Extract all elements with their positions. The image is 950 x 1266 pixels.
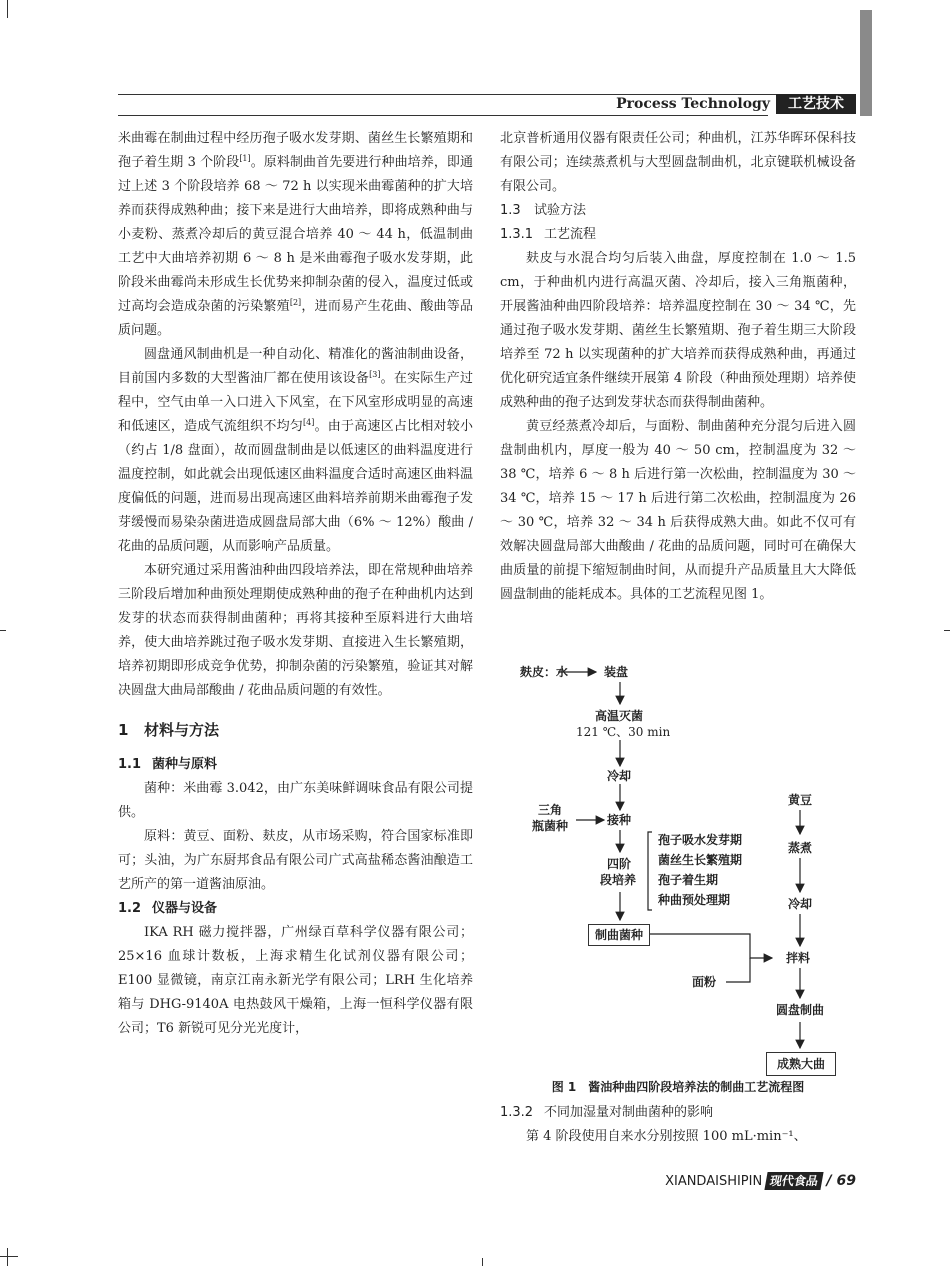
node-four-stage-2: 段培养	[600, 873, 637, 887]
node-flask-label-1: 三角	[538, 803, 563, 817]
paragraph: 本研究通过采用酱油种曲四段培养法，即在常规种曲培养三阶段后增加种曲预处理期使成熟种曲的孢子在种曲机内达到发芽的状态而获得制曲菌种；再将其接种至原料进行大曲培养，使大曲培养跳过孢子吸水发芽期、直接进入生长繁殖期，培养初期即形成竞争优势，抑制杂菌的污染繁殖，验证其对解决圆盘大曲局部酸曲 / 花曲品质问题的有效性。	[118, 563, 473, 698]
node-load-tray: 装盘	[604, 665, 629, 679]
subsection-heading: 1.3 试验方法	[500, 203, 587, 218]
node-steam: 蒸煮	[788, 841, 813, 855]
page-footer	[600, 1172, 856, 1190]
node-four-stage-1: 四阶	[607, 857, 632, 871]
node-cool: 冷却	[607, 769, 632, 783]
paragraph: IKA RH 磁力搅拌器，广州绿百草科学仪器有限公司；25×16 血球计数板，上海求精生化试剂仪器有限公司；E100 显微镜，南京江南永新光学有限公司；LRH 生化培养箱与 DHG-9140A 电热鼓风干燥箱，上海一恒科学仪器有限公司；T6 新锐可见分光光度计，	[118, 925, 473, 1036]
node-flask-label-2: 瓶菌种	[532, 819, 569, 833]
subsubsection-heading: 1.3.2 不同加湿量对制曲菌种的影响	[500, 1105, 714, 1120]
node-inoculate: 接种	[607, 813, 632, 827]
crop-mark	[0, 1256, 18, 1257]
header-rule	[118, 94, 856, 95]
paragraph: 圆盘通风制曲机是一种自动化、精准化的酱油制曲设备，目前国内多数的大型酱油厂都在使用该设备[3]。在实际生产过程中，空气由单一入口进入下风室，在下风室形成明显的高速和低速区，造成气流组织不均匀[4]。由于高速区占比相对较小（约占 1/8 盘面），故而圆盘制曲是以低速区的曲料温度进行温度控制，如此就会出现低速区曲料温度合适时高速区曲料温度偏低的问题，进而易出现高速区曲料培养前期米曲霉孢子发芽缓慢而易染杂菌进造成圆盘局部大曲（6% ～ 12%）酸曲 / 花曲的品质问题，从而影响产品质量。	[118, 347, 473, 554]
header-rule-bottom	[118, 115, 768, 116]
right-column	[500, 127, 856, 607]
node-flour: 面粉	[692, 975, 717, 989]
crop-mark	[0, 1248, 8, 1266]
node-cool-2: 冷却	[788, 897, 813, 911]
paragraph: 黄豆经蒸煮冷却后，与面粉、制曲菌种充分混匀后进入圆盘制曲机内，厚度一般为 40 ～ 50 cm，控制温度为 32 ～ 38 ℃，培养 6 ～ 8 h 后进行第一次松曲，控制温度为 30 ～ 34 ℃，培养 15 ～ 17 h 后进行第二次松曲，控制温度为 26 ～ 30 ℃，培养 32 ～ 34 h 后获得成熟大曲。如此不仅可有效解决圆盘局部大曲酸曲 / 花曲的品质问题，同时可在确保大曲质量的前提下缩短制曲时间，从而提升产品质量且大大降低圆盘制曲的能耗成本。具体的工艺流程见图 1。	[500, 419, 856, 602]
right-column-continued	[500, 1101, 856, 1149]
crop-mark	[0, 630, 6, 631]
phase-item: 孢子吸水发芽期	[658, 833, 743, 847]
page-number: / 69	[826, 1173, 856, 1189]
phase-item: 菌丝生长繁殖期	[658, 853, 743, 867]
subsection-heading: 1.1 菌种与原料	[118, 757, 218, 772]
phase-item: 种曲预处理期	[658, 893, 731, 907]
node-sterilize: 高温灭菌	[595, 709, 644, 723]
crop-mark	[482, 1258, 483, 1266]
phase-bracket	[648, 832, 652, 910]
figure-caption: 图 1 酱油种曲四阶段培养法的制曲工艺流程图	[551, 1080, 805, 1094]
paragraph: 北京普析通用仪器有限责任公司；种曲机，江苏华晖环保科技有限公司；连续蒸煮机与大型圆盘制曲机，北京键联机械设备有限公司。	[500, 131, 856, 194]
subsection-heading: 1.2 仪器与设备	[118, 901, 218, 916]
header-section-chinese: 工艺技术	[776, 94, 856, 114]
section-heading: 1 材料与方法	[118, 721, 220, 739]
node-disc-koji: 圆盘制曲	[776, 1003, 825, 1017]
header-section-english: Process Technology	[616, 96, 770, 112]
subsubsection-heading: 1.3.1 工艺流程	[500, 227, 597, 242]
journal-name-english: XIANDAISHIPIN	[665, 1174, 763, 1189]
crop-mark	[0, 0, 8, 18]
left-column	[118, 127, 473, 1041]
node-mature-koji: 成熟大曲	[766, 1052, 836, 1076]
connector	[726, 958, 750, 982]
paragraph: 菌种：米曲霉 3.042，由广东美味鲜调味食品有限公司提供。	[118, 781, 473, 820]
crop-mark	[944, 630, 950, 631]
node-bran-water: 麸皮：水	[520, 665, 569, 679]
node-soybean: 黄豆	[788, 793, 813, 807]
paragraph: 原料：黄豆、面粉、麸皮，从市场采购，符合国家标准即可；头油，为广东厨邦食品有限公司广式高盐稀态酱油酿造工艺所产的第一道酱油原油。	[118, 829, 473, 892]
journal-logo: 现代食品	[765, 1172, 824, 1190]
process-flowchart	[500, 662, 856, 1082]
arrow	[650, 934, 772, 958]
node-mix: 拌料	[786, 951, 811, 965]
node-sterilize-conditions: 121 ℃、30 min	[576, 725, 671, 739]
paragraph: 第 4 阶段使用自来水分别按照 100 mL·min⁻¹、	[526, 1129, 807, 1144]
paragraph: 米曲霉在制曲过程中经历孢子吸水发芽期、菌丝生长繁殖期和孢子着生期 3 个阶段[1]。原料制曲首先要进行种曲培养，即通过上述 3 个阶段培养 68 ～ 72 h 以实现米曲霉菌种的扩大培养而获得成熟种曲；接下来是进行大曲培养，即将成熟种曲与小麦粉、蒸煮冷却后的黄豆混合培养 40 ～ 44 h，低温制曲工艺中大曲培养初期 6 ～ 8 h 是米曲霉孢子吸水发芽期，此阶段米曲霉尚未形成生长优势来抑制杂菌的侵入，温度过低或过高均会造成杂菌的污染繁殖[2]，进而易产生花曲、酸曲等品质问题。	[118, 131, 473, 338]
paragraph: 麸皮与水混合均匀后装入曲盘，厚度控制在 1.0 ～ 1.5 cm，于种曲机内进行高温灭菌、冷却后，接入三角瓶菌种，开展酱油种曲四阶段培养：培养温度控制在 30 ～ 34 ℃，先通过孢子吸水发芽期、菌丝生长繁殖期、孢子着生期三大阶段培养至 72 h 以实现菌种的扩大培养而获得成熟种曲，再通过优化研究适宜条件继续开展第 4 阶段（种曲预处理期）培养使成熟种曲的孢子达到发芽状态而获得制曲菌种。	[500, 251, 856, 410]
phase-item: 孢子着生期	[658, 873, 719, 887]
header-accent-bar	[860, 10, 872, 116]
node-koji-strain: 制曲菌种	[588, 924, 650, 946]
